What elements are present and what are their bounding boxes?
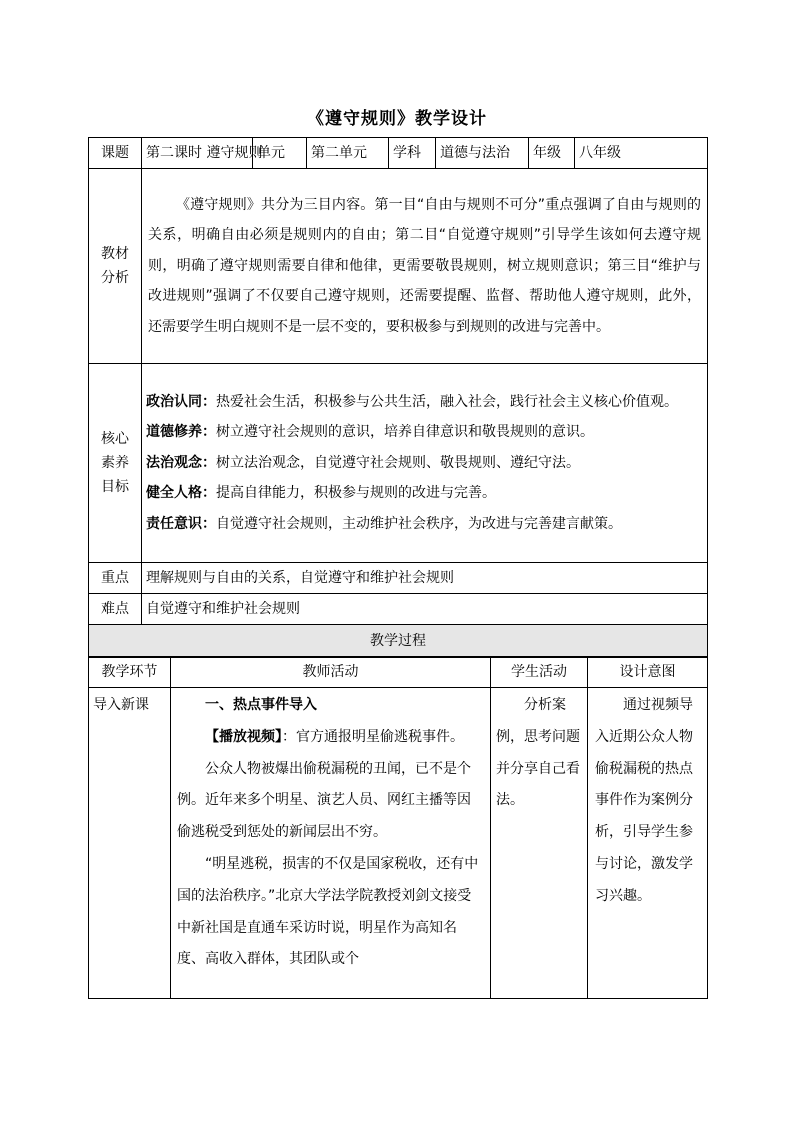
key-point-label: 重点 — [89, 563, 142, 594]
literacy-term: 法治观念： — [146, 454, 216, 471]
column-header: 设计意图 — [588, 657, 708, 688]
process-table — [88, 656, 708, 999]
subject-value: 道德与法治 — [436, 138, 529, 169]
difficulty-label: 难点 — [89, 594, 142, 625]
process-heading: 教学过程 — [89, 625, 708, 658]
video-label: 【播放视频】 — [205, 728, 282, 745]
process-row — [89, 688, 708, 999]
page-title: 《遵守规则》教学设计 — [307, 109, 487, 129]
design-intent-cell: 通过视频导入近期公众人物偷税漏税的热点事件作为案例分析，引导学生参与讨论，激发学习兴趣。 — [588, 688, 708, 999]
unit-label: 单元 — [253, 138, 307, 169]
unit-value: 第二单元 — [307, 138, 389, 169]
literacy-goals — [142, 364, 708, 563]
difficulty-row — [89, 594, 708, 625]
video-text: ：官方通报明星偷逃税事件。 — [282, 728, 464, 745]
literacy-item — [146, 478, 701, 509]
key-point-row — [89, 563, 708, 594]
literacy-item — [146, 509, 701, 540]
material-text: 《遵守规则》共分为三目内容。第一目“自由与规则不可分”重点强调了自由与规则的关系，明确自由必须是规则内的自由；第二目“自觉遵守规则”引导学生该如何去遵守规则，明确了遵守规则需要自律和他律，更需要敬畏规则，树立规则意识；第三目“维护与改进规则”强调了不仅要自己遵守规则，还需要提醒、监督、帮助他人遵守规则，此外，还需要学生明白规则不是一层不变的，要积极参与到规则的改进与完善中。 — [142, 169, 708, 364]
literacy-item — [146, 417, 701, 448]
course-value: 第二课时 遵守规则 — [142, 138, 253, 169]
video-paragraph — [177, 722, 484, 754]
literacy-row — [89, 364, 708, 563]
process-heading-row — [89, 625, 708, 658]
student-activity-cell: 分析案例，思考问题并分享自己看法。 — [491, 688, 588, 999]
info-row — [89, 138, 708, 169]
literacy-text: 树立遵守社会规则的意识，培养自律意识和敬畏规则的意识。 — [216, 424, 594, 441]
literacy-label: 核心素养目标 — [89, 364, 142, 563]
teacher-activity-cell — [171, 688, 491, 999]
literacy-text: 树立法治观念，自觉遵守社会规则、敬畏规则、遵纪守法。 — [216, 454, 580, 471]
subject-label: 学科 — [389, 138, 436, 169]
paragraph: “明星逃税，损害的不仅是国家税收，还有中国的法治秩序。”北京大学法学院教授刘剑文接受中新社国是直通车采访时说，明星作为高知名度、高收入群体，其团队或个 — [177, 855, 479, 968]
lesson-plan-table — [88, 137, 708, 658]
stage-cell: 导入新课 — [89, 688, 171, 999]
key-point-text: 理解规则与自由的关系，自觉遵守和维护社会规则 — [142, 563, 708, 594]
grade-value: 八年级 — [575, 138, 708, 169]
grade-label: 年级 — [529, 138, 575, 169]
literacy-term: 健全人格： — [146, 485, 216, 502]
column-header: 学生活动 — [491, 657, 588, 688]
column-header: 教师活动 — [171, 657, 491, 688]
literacy-text: 自觉遵守社会规则，主动维护社会秩序，为改进与完善建言献策。 — [216, 515, 622, 532]
literacy-item — [146, 448, 701, 479]
column-header: 教学环节 — [89, 657, 171, 688]
difficulty-text: 自觉遵守和维护社会规则 — [142, 594, 708, 625]
literacy-term: 政治认同： — [146, 393, 216, 410]
paragraph: 公众人物被爆出偷税漏税的丑闻，已不是个例。近年来多个明星、演艺人员、网红主播等因偷逃税受到惩处的新闻层出不穷。 — [177, 760, 471, 841]
material-row — [89, 169, 708, 364]
literacy-item — [146, 387, 701, 418]
literacy-term: 道德修养： — [146, 424, 216, 441]
literacy-text: 提高自律能力，积极参与规则的改进与完善。 — [216, 485, 496, 502]
course-label: 课题 — [89, 138, 142, 169]
section-heading: 一、热点事件导入 — [205, 697, 317, 713]
literacy-text: 热爱社会生活，积极参与公共生活，融入社会，践行社会主义核心价值观。 — [216, 393, 678, 410]
literacy-term: 责任意识： — [146, 515, 216, 532]
process-header-row — [89, 657, 708, 688]
material-label: 教材分析 — [89, 169, 142, 364]
